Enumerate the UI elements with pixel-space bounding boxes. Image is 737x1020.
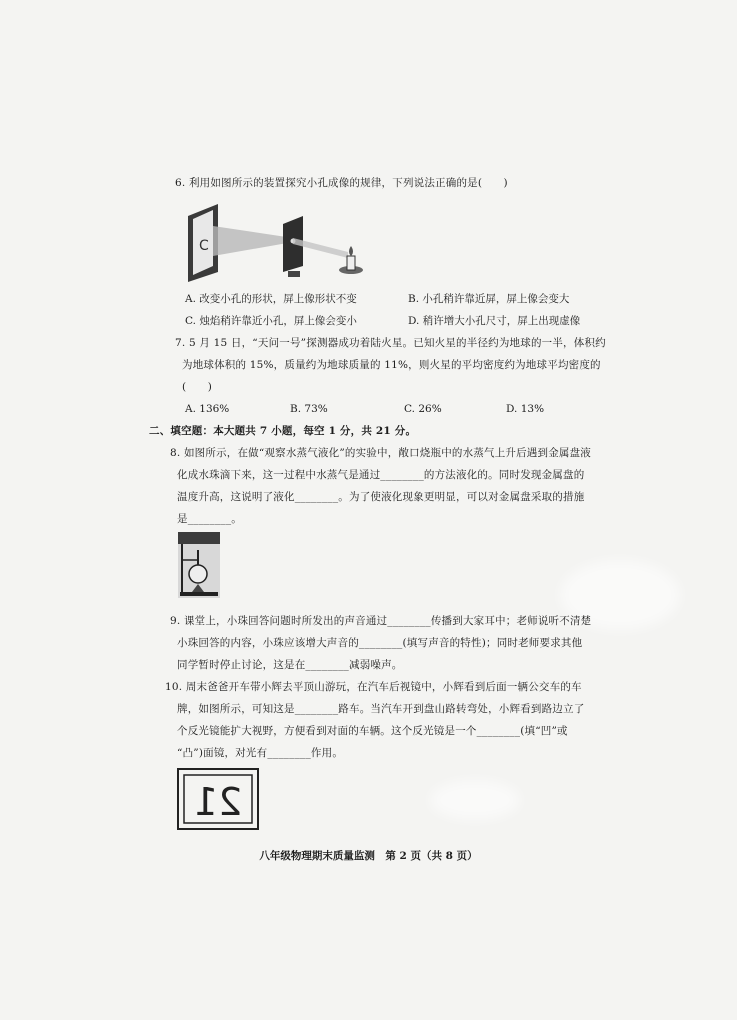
scan-smudge [430, 780, 520, 820]
stand-base-shape [180, 592, 218, 596]
q7-line-2: 为地球体积的 15%，质量约为地球质量的 11%，则火星的平均密度约为地球平均密度的 [182, 359, 601, 371]
page-footer: 八年级物理期末质量监测 第 2 页（共 8 页） [259, 850, 478, 862]
q9-line-3: 同学暂时停止讨论，这是在________减弱噪声。 [177, 659, 403, 671]
q6-option-a: A. 改变小孔的形状，屏上像形状不变 [185, 293, 357, 305]
inverted-image-glyph: C [199, 238, 209, 254]
q7-option-b: B. 73% [290, 403, 328, 415]
flame-shape [349, 246, 353, 256]
q10-line-4: “凸”)面镜，对光有________作用。 [177, 747, 344, 759]
q6-stem: 6. 利用如图所示的装置探究小孔成像的规律，下列说法正确的是( ) [175, 177, 508, 189]
mirrored-bus-plate-figure [176, 767, 260, 831]
q6-option-b: B. 小孔稍许靠近屏，屏上像会变大 [408, 293, 570, 305]
q10-line-3: 个反光镜能扩大视野，方便看到对面的车辆。这个反光镜是一个________(填“凹”或 [177, 725, 568, 737]
q10-line-1: 10. 周末爸爸开车带小辉去平顶山游玩，在汽车后视镜中，小辉看到后面一辆公交车的车 [165, 681, 582, 693]
q8-line-1: 8. 如图所示，在做“观察水蒸气液化”的实验中，敞口烧瓶中的水蒸气上升后遇到金属盘液 [170, 447, 591, 459]
q8-line-3: 温度升高，这说明了液化________。为了使液化现象更明显，可以对金属盘采取的措施 [177, 491, 585, 503]
q7-option-d: D. 13% [506, 403, 545, 415]
card-stand-shape [288, 271, 300, 277]
flask-condensation-figure [178, 532, 220, 598]
section-2-heading: 二、填空题：本大题共 7 小题，每空 1 分，共 21 分。 [149, 425, 417, 437]
q8-line-4: 是________。 [177, 513, 242, 525]
q6-option-d: D. 稍许增大小孔尺寸，屏上出现虚像 [408, 315, 581, 327]
q6-option-c: C. 烛焰稍许靠近小孔，屏上像会变小 [185, 315, 357, 327]
q7-line-1: 7. 5 月 15 日，“天问一号”探测器成功着陆火星。已知火星的半径约为地球的一半，体积约 [175, 337, 606, 349]
q7-option-c: C. 26% [404, 403, 442, 415]
q10-line-2: 牌，如图所示，可知这是________路车。当汽车开到盘山路转弯处，小辉看到路边立了 [177, 703, 585, 715]
candle-shape [347, 256, 355, 270]
q9-line-1: 9. 课堂上，小珠回答问题时所发出的声音通过________传播到大家耳中；老师说听不清楚 [170, 615, 592, 627]
q8-line-2: 化成水珠滴下来，这一过程中水蒸气是通过________的方法液化的。同时发现金属盘的 [177, 469, 585, 481]
plate-number-text: 21 [193, 780, 243, 824]
metal-plate-shape [178, 532, 220, 544]
q9-line-2: 小珠回答的内容，小珠应该增大声音的________(填写声音的特性)；同时老师要求其他 [177, 637, 583, 649]
flask-shape [189, 565, 207, 583]
q7-option-a: A. 136% [185, 403, 230, 415]
light-cone-shape [213, 226, 293, 256]
q7-line-3: ( ) [182, 381, 212, 393]
pinhole-apparatus-figure [178, 196, 378, 284]
